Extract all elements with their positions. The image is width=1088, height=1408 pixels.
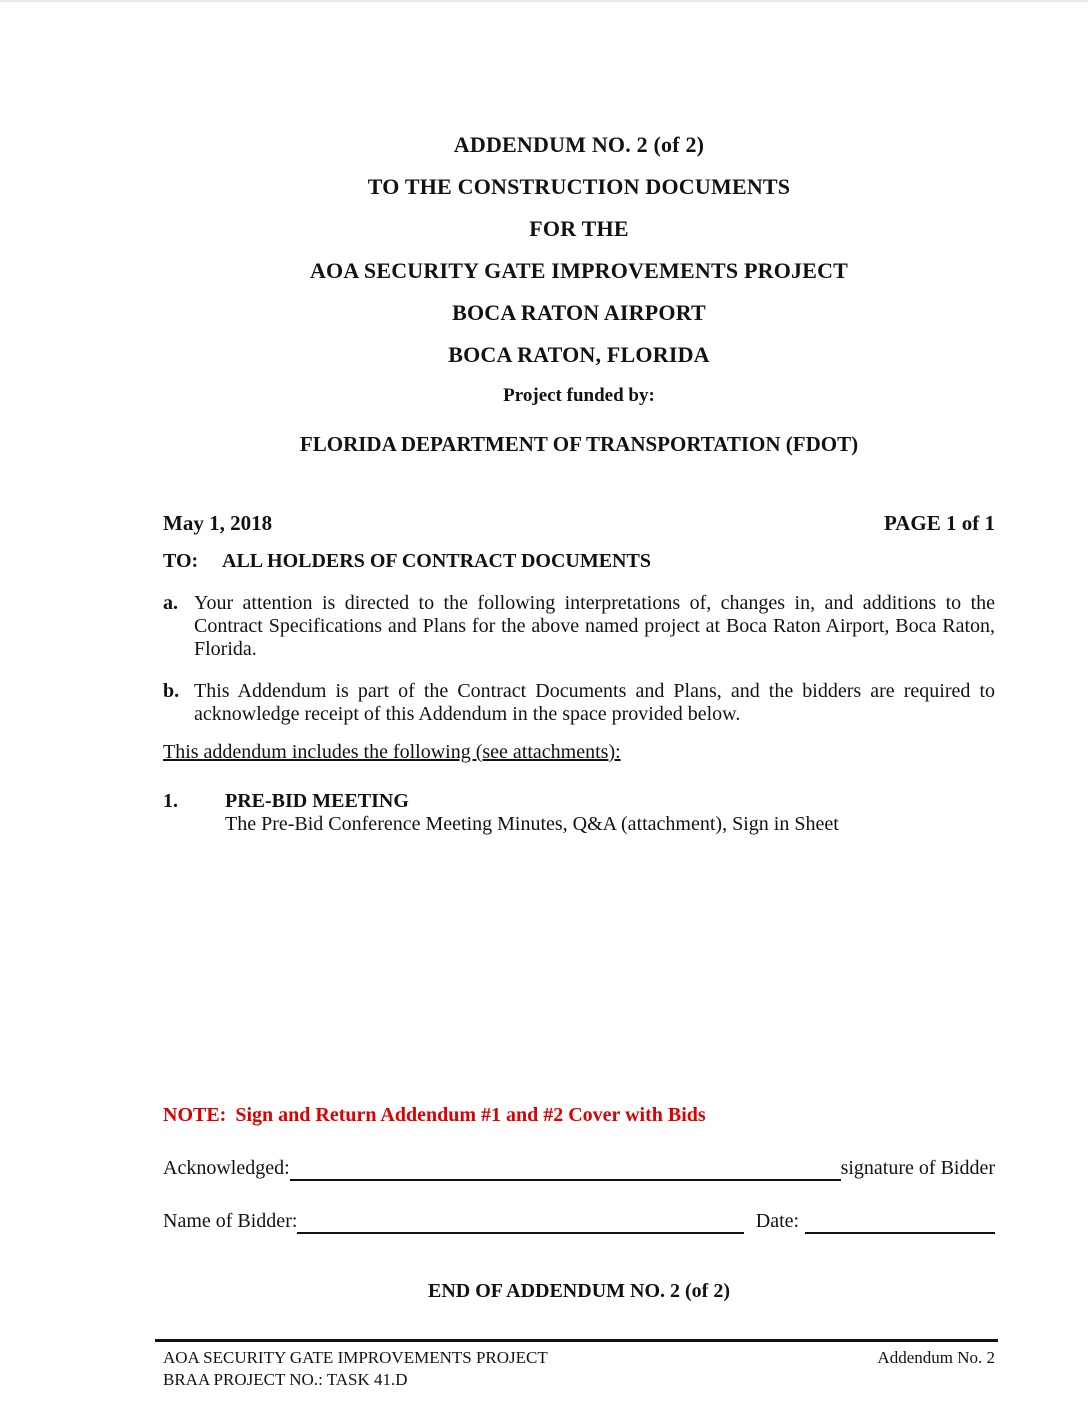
paragraph-b-label: b. bbox=[163, 680, 180, 702]
funded-by-agency: FLORIDA DEPARTMENT OF TRANSPORTATION (FDOT) bbox=[299, 432, 859, 456]
title-to-construction-documents: TO THE CONSTRUCTION DOCUMENTS bbox=[367, 174, 791, 199]
footer-row bbox=[163, 1347, 995, 1391]
paragraph-a bbox=[163, 592, 995, 661]
footer-left bbox=[163, 1347, 548, 1391]
document-content bbox=[0, 2, 1088, 1391]
note-text: Sign and Return Addendum #1 and #2 Cover with Bids bbox=[235, 1104, 706, 1126]
name-of-bidder-blank bbox=[297, 1208, 743, 1234]
note-row bbox=[163, 1104, 995, 1127]
title-for-the: FOR THE bbox=[529, 216, 629, 241]
funded-by-label: Project funded by: bbox=[503, 385, 655, 406]
paragraph-a-label: a. bbox=[163, 592, 178, 614]
date-blank bbox=[805, 1208, 995, 1234]
end-of-addendum-line: END OF ADDENDUM NO. 2 (of 2) bbox=[427, 1280, 730, 1302]
signature-of-bidder-label: signature of Bidder bbox=[840, 1157, 995, 1179]
name-of-bidder-label: Name of Bidder: bbox=[163, 1210, 298, 1232]
name-of-bidder-row bbox=[163, 1208, 995, 1234]
title-airport: BOCA RATON AIRPORT bbox=[452, 300, 706, 325]
footer-project-name: AOA SECURITY GATE IMPROVEMENTS PROJECT bbox=[163, 1348, 548, 1367]
title-project-name: AOA SECURITY GATE IMPROVEMENTS PROJECT bbox=[309, 258, 849, 283]
page-number: PAGE 1 of 1 bbox=[883, 511, 995, 535]
list-item-1-detail: The Pre-Bid Conference Meeting Minutes, Q&A (attachment), Sign in Sheet bbox=[225, 813, 839, 835]
acknowledged-label: Acknowledged: bbox=[163, 1157, 290, 1179]
title-city-state: BOCA RATON, FLORIDA bbox=[448, 342, 710, 367]
footer-divider bbox=[155, 1339, 998, 1342]
acknowledged-row bbox=[163, 1155, 995, 1181]
paragraph-a-text: Your attention is directed to the following interpretations of, changes in, and additions to the Contract Specifications and Plans for the above named project at Boca Raton Airport, Boca Raton, Florida. bbox=[194, 592, 995, 660]
list-item-1-number: 1. bbox=[163, 790, 178, 812]
title-block bbox=[163, 133, 995, 456]
list-item-1 bbox=[163, 790, 995, 836]
paragraph-b bbox=[163, 680, 995, 726]
to-label: TO: bbox=[163, 550, 199, 572]
to-row bbox=[163, 550, 995, 573]
document-date: May 1, 2018 bbox=[163, 511, 273, 535]
acknowledged-signature-blank bbox=[290, 1155, 841, 1181]
includes-line: This addendum includes the following (see attachments): bbox=[163, 741, 621, 763]
list-item-1-heading: PRE-BID MEETING bbox=[225, 790, 409, 812]
date-field-label: Date: bbox=[755, 1210, 800, 1232]
note-label: NOTE: bbox=[163, 1104, 227, 1126]
footer-project-number: BRAA PROJECT NO.: TASK 41.D bbox=[163, 1370, 408, 1389]
to-value: ALL HOLDERS OF CONTRACT DOCUMENTS bbox=[222, 550, 651, 572]
paragraph-b-text: This Addendum is part of the Contract Documents and Plans, and the bidders are required to acknowledge receipt of this Addendum in the space provided below. bbox=[194, 680, 995, 725]
date-page-row bbox=[163, 511, 995, 535]
title-addendum-no: ADDENDUM NO. 2 (of 2) bbox=[453, 132, 705, 157]
footer bbox=[163, 1339, 995, 1391]
footer-addendum-number: Addendum No. 2 bbox=[877, 1348, 995, 1367]
